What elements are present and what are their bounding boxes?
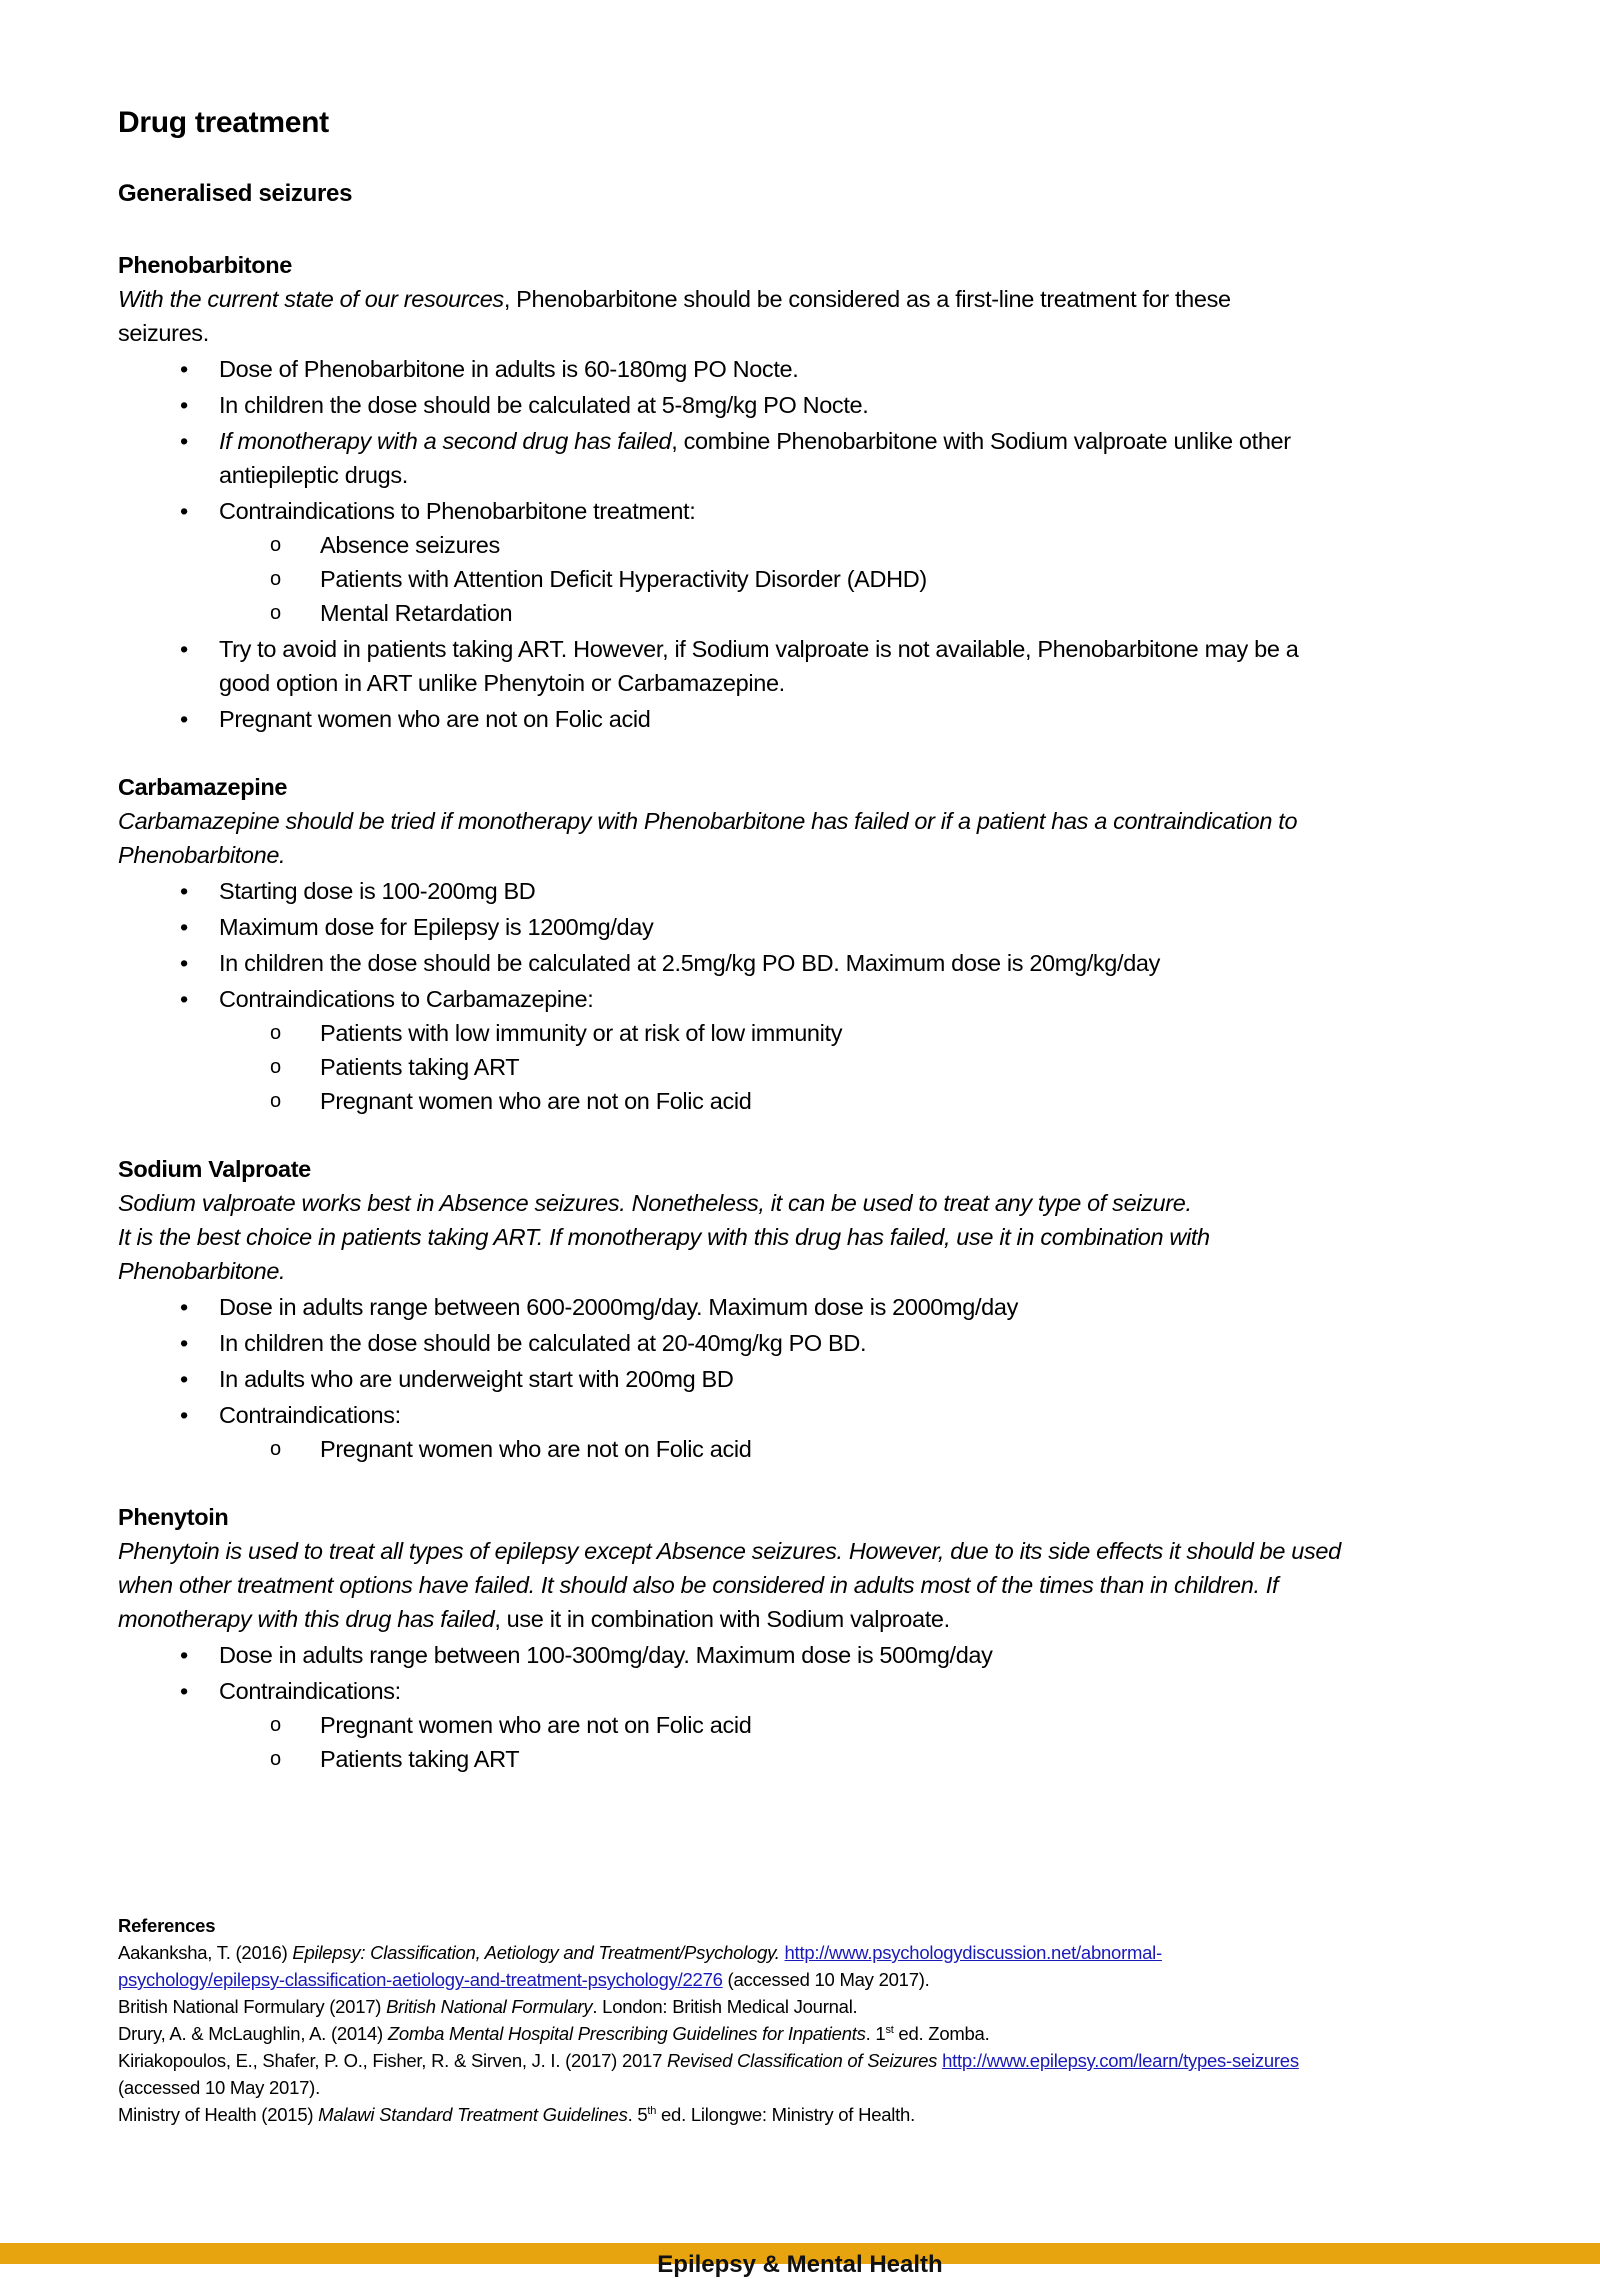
sub-bullet-glyph: o [270,1022,281,1044]
reference-link[interactable]: psychology/epilepsy-classification-aetiology-and-treatment-psychology/2276 [118,1969,723,1990]
list-item [118,388,1488,422]
bullet-glyph: • [180,636,188,662]
reference-title: Revised Classification of Seizures [667,2050,938,2071]
sub-list-item-text: Mental Retardation [320,600,513,626]
carbamazepine-intro-emphasis: Phenobarbitone. [118,842,286,868]
list-item [118,1290,1488,1324]
sub-list-item [118,596,1488,630]
footer-title: Epilepsy & Mental Health [657,2251,943,2278]
page-title: Drug treatment [118,106,329,139]
list-item [118,1398,1488,1432]
sub-list-item-text: Patients taking ART [320,1054,520,1080]
sub-list-item-text: Absence seizures [320,532,500,558]
reference-link[interactable]: http://www.psychologydiscussion.net/abnormal- [784,1942,1162,1963]
bullet-glyph: • [180,986,188,1012]
list-item-continuation: good option in ART unlike Phenytoin or Carbamazepine. [219,670,785,696]
reference-title: Zomba Mental Hospital Prescribing Guidelines for Inpatients [387,2023,866,2044]
bullet-glyph: • [180,1678,188,1704]
reference-superscript: th [647,2105,657,2117]
list-item-text: Contraindications: [219,1678,401,1704]
sub-bullet-glyph: o [270,1714,281,1736]
list-item [118,494,1488,528]
sub-list-item-text: Pregnant women who are not on Folic acid [320,1436,752,1462]
list-item [118,1326,1488,1360]
reference-title: Malawi Standard Treatment Guidelines [318,2104,628,2125]
reference-text: Aakanksha, T. (2016) [118,1942,293,1963]
phenobarbitone-intro [118,282,1231,316]
list-item-text: Starting dose is 100-200mg BD [219,878,536,904]
carbamazepine-intro [118,804,1297,838]
phenytoin-intro-text: , use it in combination with Sodium valproate. [494,1606,950,1632]
list-item-text [219,424,1291,458]
phenytoin-intro-emphasis: monotherapy with this drug has failed [118,1606,495,1632]
reference-entry [118,1993,857,2020]
reference-text: . London: British Medical Journal. [592,1996,858,2017]
list-item [118,946,1488,980]
list-item-text: In children the dose should be calculated at 2.5mg/kg PO BD. Maximum dose is 20mg/kg/day [219,950,1161,976]
list-item-text: Maximum dose for Epilepsy is 1200mg/day [219,914,654,940]
list-item [118,424,1488,458]
bullet-glyph: • [180,950,188,976]
bullet-glyph: • [180,356,188,382]
sub-list-item-text: Patients taking ART [320,1746,520,1772]
list-item [118,874,1488,908]
list-item-text: Pregnant women who are not on Folic acid [219,706,651,732]
phenobarbitone-intro-emphasis: With the current state of our resources [118,286,504,312]
reference-text: . 5 [627,2104,648,2125]
list-item-text: In children the dose should be calculated at 20-40mg/kg PO BD. [219,1330,867,1356]
reference-text: . 1 [865,2023,886,2044]
list-item [118,910,1488,944]
reference-text: British National Formulary (2017) [118,1996,387,2017]
reference-title: Epilepsy: Classification, Aetiology and Treatment/Psychology. [292,1942,780,1963]
reference-text: Kiriakopoulos, E., Shafer, P. O., Fisher, R. & Sirven, J. I. (2017) 2017 [118,2050,668,2071]
list-item [118,702,1488,736]
sub-bullet-glyph: o [270,1748,281,1770]
list-item [118,982,1488,1016]
bullet-glyph: • [180,1330,188,1356]
list-item-continuation: antiepileptic drugs. [219,462,408,488]
drug-heading-carbamazepine: Carbamazepine [118,774,288,800]
valproate-intro-line3 [118,1254,285,1288]
list-item-text: Dose of Phenobarbitone in adults is 60-180mg PO Nocte. [219,356,799,382]
reference-text: ed. Zomba. [893,2023,990,2044]
sub-list-item [118,1016,1488,1050]
valproate-intro-emphasis: Phenobarbitone. [118,1258,286,1284]
list-item-text-rest: , combine Phenobarbitone with Sodium valproate unlike other [671,428,1291,454]
valproate-intro-line2 [118,1220,1210,1254]
list-item-text: Contraindications to Carbamazepine: [219,986,594,1012]
list-item-text: Dose in adults range between 600-2000mg/day. Maximum dose is 2000mg/day [219,1294,1018,1320]
section-heading-generalised-seizures: Generalised seizures [118,180,353,207]
reference-entry-continuation [118,1966,930,1993]
reference-text: Ministry of Health (2015) [118,2104,319,2125]
sub-list-item [118,1742,1488,1776]
list-item [118,1638,1488,1672]
reference-superscript: st [885,2024,894,2036]
sub-list-item [118,1050,1488,1084]
bullet-glyph: • [180,392,188,418]
sub-bullet-glyph: o [270,1090,281,1112]
reference-entry [118,2020,989,2047]
list-item [118,1362,1488,1396]
drug-heading-phenobarbitone: Phenobarbitone [118,252,292,278]
sub-bullet-glyph: o [270,602,281,624]
bullet-glyph: • [180,1366,188,1392]
list-item-text: Try to avoid in patients taking ART. However, if Sodium valproate is not available, Phenobarbitone may be a [219,636,1299,662]
bullet-glyph: • [180,428,188,454]
phenobarbitone-intro-line2: seizures. [118,320,209,346]
sub-list-item [118,562,1488,596]
phenytoin-intro-emphasis: Phenytoin is used to treat all types of epilepsy except Absence seizures. However, due to its side effects it should be used [118,1538,1341,1564]
reference-text: ed. Lilongwe: Ministry of Health. [656,2104,915,2125]
references-title: References [118,1915,216,1936]
sub-list-item [118,1432,1488,1466]
sub-list-item [118,1708,1488,1742]
list-item-text: Contraindications: [219,1402,401,1428]
valproate-intro-emphasis: Sodium valproate works best in Absence seizures. Nonetheless, it can be used to treat any type of seizure. [118,1190,1192,1216]
sub-list-item-text: Patients with Attention Deficit Hyperactivity Disorder (ADHD) [320,566,927,592]
valproate-intro-emphasis: It is the best choice in patients taking ART. If monotherapy with this drug has failed, use it in combination with [118,1224,1210,1250]
bullet-glyph: • [180,498,188,524]
sub-list-item [118,528,1488,562]
reference-entry [118,2047,1299,2074]
bullet-glyph: • [180,706,188,732]
sub-bullet-glyph: o [270,568,281,590]
sub-list-item-text: Pregnant women who are not on Folic acid [320,1712,752,1738]
phenytoin-intro-line2 [118,1568,1278,1602]
bullet-glyph: • [180,1402,188,1428]
sub-bullet-glyph: o [270,534,281,556]
list-item-text: In adults who are underweight start with 200mg BD [219,1366,734,1392]
bullet-glyph: • [180,1642,188,1668]
list-item [118,632,1488,666]
sub-bullet-glyph: o [270,1438,281,1460]
reference-entry-continuation: (accessed 10 May 2017). [118,2077,320,2098]
drug-heading-phenytoin: Phenytoin [118,1504,229,1530]
sub-bullet-glyph: o [270,1056,281,1078]
sub-list-item-text: Pregnant women who are not on Folic acid [320,1088,752,1114]
sub-list-item [118,1084,1488,1118]
reference-text: (accessed 10 May 2017). [722,1969,930,1990]
phenytoin-intro-line3 [118,1602,950,1636]
reference-text: Drury, A. & McLaughlin, A. (2014) [118,2023,388,2044]
list-item-text: In children the dose should be calculated at 5-8mg/kg PO Nocte. [219,392,869,418]
sub-list-item-text: Patients with low immunity or at risk of low immunity [320,1020,843,1046]
list-item-text: Contraindications to Phenobarbitone treatment: [219,498,696,524]
footer-bar [0,2243,1600,2278]
carbamazepine-intro-line2 [118,838,285,872]
valproate-intro [118,1186,1192,1220]
bullet-glyph: • [180,1294,188,1320]
reference-title: British National Formulary [386,1996,593,2017]
reference-entry [118,1939,1162,1966]
list-item-text: Dose in adults range between 100-300mg/day. Maximum dose is 500mg/day [219,1642,993,1668]
list-item [118,1674,1488,1708]
drug-heading-sodium-valproate: Sodium Valproate [118,1156,311,1182]
bullet-glyph: • [180,878,188,904]
phenytoin-intro-emphasis: when other treatment options have failed. It should also be considered in adults most of the times than in children. If [118,1572,1279,1598]
list-item-emphasis: If monotherapy with a second drug has failed [219,428,672,454]
phenobarbitone-intro-text: , Phenobarbitone should be considered as a first-line treatment for these [503,286,1231,312]
list-item [118,352,1488,386]
reference-entry [118,2101,915,2128]
bullet-glyph: • [180,914,188,940]
reference-link[interactable]: http://www.epilepsy.com/learn/types-seizures [942,2050,1299,2071]
carbamazepine-intro-emphasis: Carbamazepine should be tried if monotherapy with Phenobarbitone has failed or if a patient has a contraindication to [118,808,1298,834]
phenytoin-intro [118,1534,1341,1568]
